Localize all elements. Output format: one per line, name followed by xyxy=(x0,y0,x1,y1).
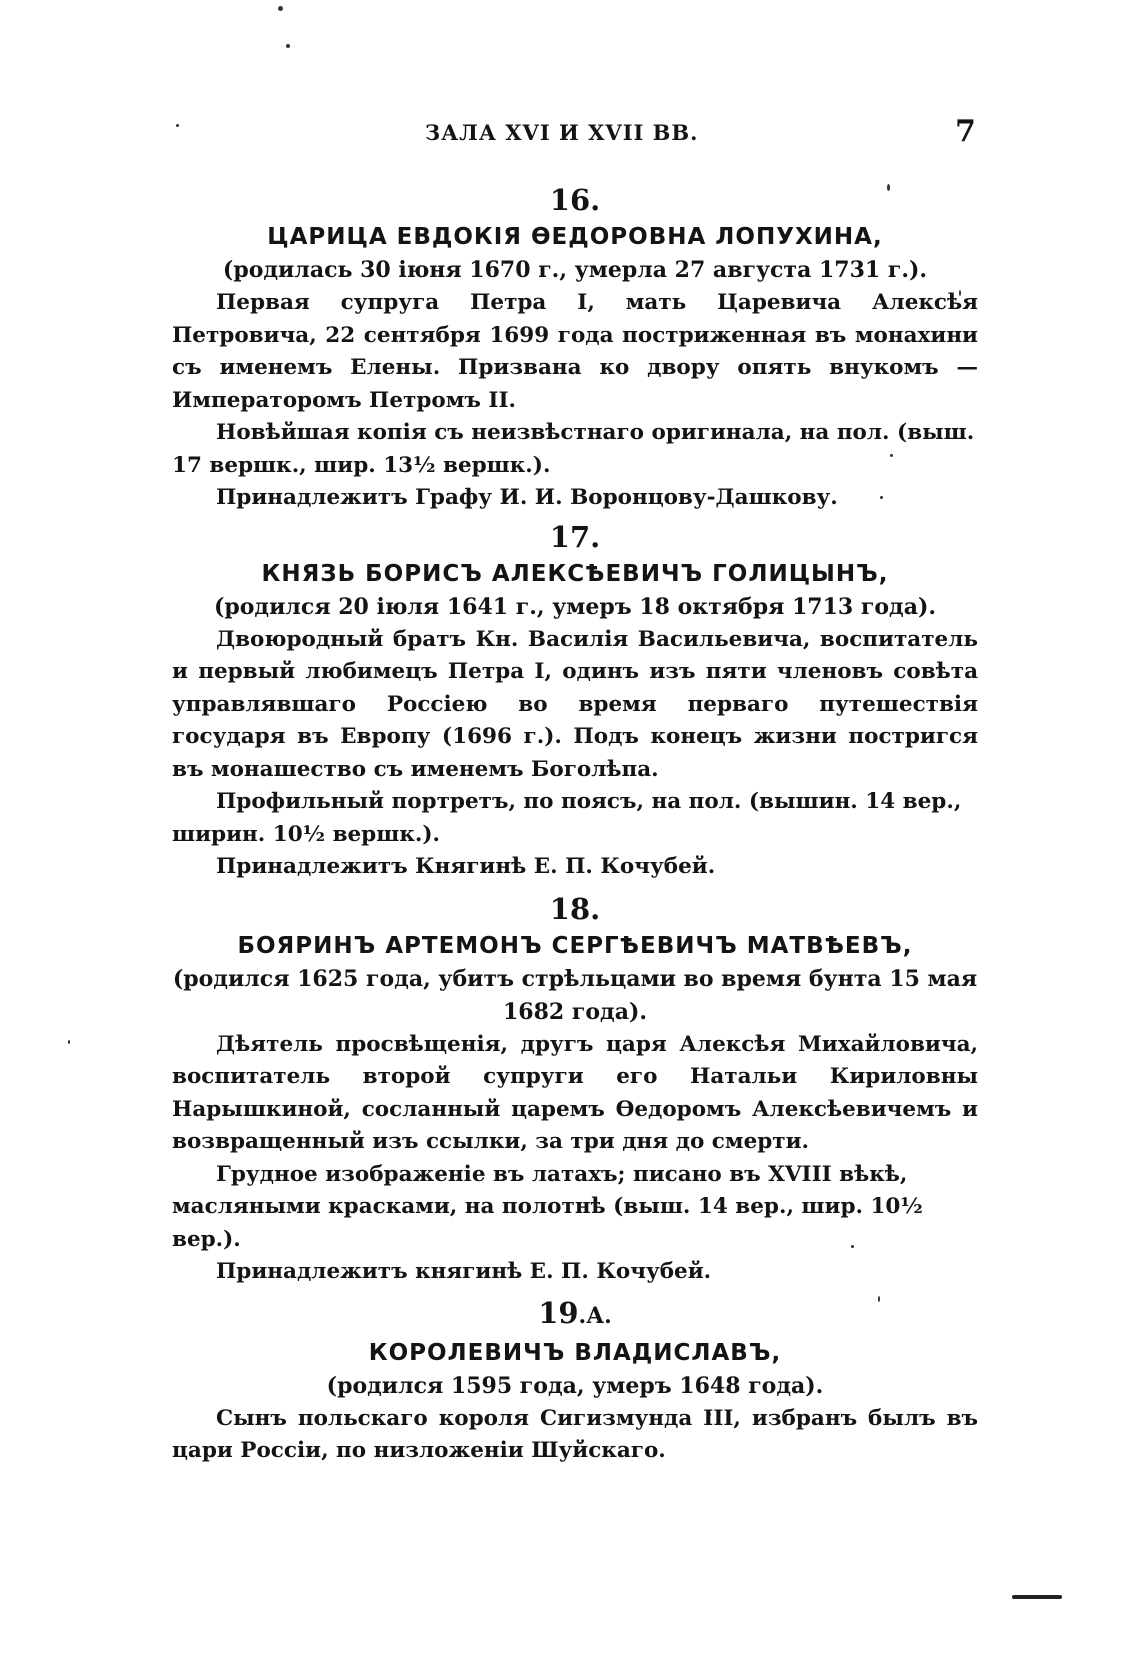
entry-portrait-note: Профильный портретъ, по поясъ, на пол. (вышин. 14 вер., ширин. 10½ вершк.). xyxy=(172,789,962,847)
entry-portrait-note: Новѣйшая копія съ неизвѣстнаго оригинала, на пол. (выш. 17 вершк., шир. 13½ вершк.). xyxy=(172,420,975,478)
page-edge-mark xyxy=(1012,1595,1062,1599)
entry-dates: (родился 1595 года, умеръ 1648 года). xyxy=(326,1372,824,1399)
entry-number: 18. xyxy=(549,891,601,926)
catalog-entry-18 xyxy=(172,891,978,1289)
entry-owner: Принадлежитъ Княгинѣ Е. П. Кочубей. xyxy=(216,854,716,879)
catalog-entry-17 xyxy=(172,519,978,884)
entry-title: КНЯЗЬ БОРИСЪ АЛЕКСѢЕВИЧЪ ГОЛИЦЫНЪ, xyxy=(261,560,889,587)
running-title: ЗАЛА XVI И XVII ВВ. xyxy=(425,120,699,145)
catalog-entries xyxy=(172,182,978,1468)
page-number: 7 xyxy=(955,114,976,149)
entry-description: Двоюродный братъ Кн. Василія Васильевича, воспитатель и первый любимецъ Петра I, одинъ изъ пяти членовъ совѣта управлявшаго Россіею во время перваго путешествія государя въ Европу (1696 г.). Подъ конецъ жизни постригся въ монашество съ именемъ Боголѣпа. xyxy=(172,626,978,782)
entry-description: Дѣятель просвѣщенія, другъ царя Алексѣя Михайловича, воспитатель второй супруги его Натальи Кириловны Нарышкиной, сосланный царемъ Ѳедоромъ Алексѣевичемъ и возвращенный изъ ссылки, за три дня до смерти. xyxy=(172,1031,978,1154)
entry-title: БОЯРИНЪ АРТЕМОНЪ СЕРГѢЕВИЧЪ МАТВѢЕВЪ, xyxy=(237,932,913,959)
speck xyxy=(286,44,290,48)
entry-title: КОРОЛЕВИЧЪ ВЛАДИСЛАВЪ, xyxy=(368,1339,782,1366)
catalog-entry-19a xyxy=(172,1295,978,1468)
entry-number: 16. xyxy=(549,183,601,217)
entry-number-suffix: .А. xyxy=(578,1302,612,1329)
entry-title: ЦАРИЦА ЕВДОКІЯ ѲЕДОРОВНА ЛОПУХИНА, xyxy=(267,224,883,250)
speck xyxy=(278,6,283,11)
entry-portrait-note: Грудное изображеніе въ латахъ; писано въ XVIII вѣкѣ, масляными красками, на полотнѣ (выш. 14 вер., шир. 10½ вер.). xyxy=(172,1161,923,1252)
catalog-entry-16 xyxy=(172,182,978,515)
entry-number xyxy=(172,1295,978,1334)
entry-owner: Принадлежитъ княгинѣ Е. П. Кочубей. xyxy=(216,1259,712,1284)
entry-number-main: 19 xyxy=(538,1295,579,1330)
speck xyxy=(68,1040,70,1044)
entry-dates: (родился 20 іюля 1641 г., умеръ 18 октября 1713 года). xyxy=(213,593,937,620)
entry-dates: (родилась 30 іюня 1670 г., умерла 27 августа 1731 г.). xyxy=(222,257,928,283)
running-header xyxy=(0,114,1140,154)
entry-description: Первая супруга Петра I, мать Царевича Алексѣя Петровича, 22 сентября 1699 года постриженная въ монахини съ именемъ Елены. Призвана ко двору опять внукомъ — Императоромъ Петромъ II. xyxy=(172,290,978,413)
entry-dates: (родился 1625 года, убитъ стрѣльцами во время бунта 15 мая 1682 года). xyxy=(172,965,978,1025)
entry-number: 17. xyxy=(549,519,601,554)
entry-description: Сынъ польскаго короля Сигизмунда III, избранъ былъ въ цари Россіи, по низложеніи Шуйскаго. xyxy=(172,1405,978,1463)
entry-owner: Принадлежитъ Графу И. И. Воронцову-Дашкову. xyxy=(216,485,838,510)
